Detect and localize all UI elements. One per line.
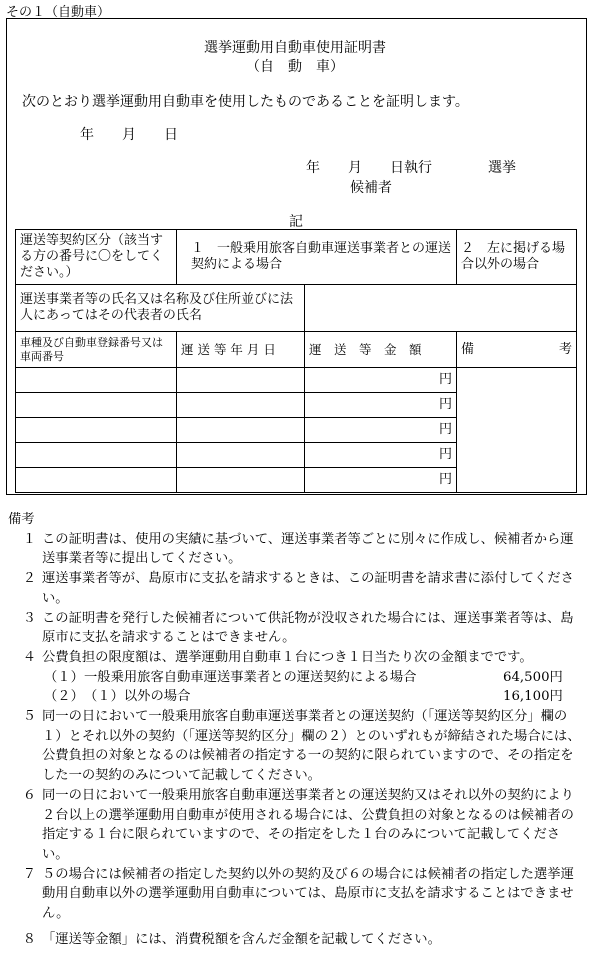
amount-cell[interactable] [305, 393, 457, 418]
vehicle-cell[interactable] [16, 443, 177, 468]
election-date-field[interactable]: 年 月 日執行 選挙 [306, 160, 516, 176]
col-amount-header: 運 送 等 金 額 [305, 332, 457, 368]
contract-option-1[interactable]: １ 一般乗用旅客自動車運送事業者との運送契約による場合 [177, 230, 457, 285]
limit-amount: 16,100円 [503, 689, 563, 705]
usage-table [15, 229, 577, 493]
note-text: 公費負担の限度額は、選挙運動用自動車１台につき１日当たり次の金額までです。 [42, 649, 533, 665]
note-item [8, 865, 583, 924]
vehicle-cell[interactable] [16, 418, 177, 443]
vehicle-cell[interactable] [16, 368, 177, 393]
remarks-cell[interactable] [457, 368, 577, 493]
note-item [8, 648, 583, 668]
date-cell[interactable] [177, 443, 305, 468]
notes-section [8, 510, 583, 949]
note-text: 同一の日において一般乗用旅客自動車運送事業者との運送契約又はそれ以外の契約により２台以上の選挙運動用自動車が使用される場合には、公費負担の対象となるのは候補者の指定する１台に限られていますので、その指定をした１台のみについて記載してください。 [42, 787, 574, 862]
note-number: ５ [22, 709, 36, 725]
note-text: 運送事業者等が、島原市に支払を請求するときは、この証明書を請求書に添付してください。 [42, 571, 574, 606]
operator-input[interactable] [305, 285, 577, 332]
remarks-char-1: 備 [461, 341, 475, 357]
ki-label: 記 [289, 214, 303, 230]
col-vehicle-header: 車種及び自動車登録番号又は車両番号 [16, 332, 177, 368]
limit-label: （２） [44, 689, 84, 705]
operator-label: 運送事業者等の氏名又は名称及び住所並びに法人にあってはその代表者の氏名 [16, 285, 305, 332]
date-cell[interactable] [177, 393, 305, 418]
limit-amount: 64,500円 [503, 669, 563, 685]
note-number: ３ [22, 610, 36, 626]
note-item [8, 609, 583, 648]
yen-unit: 円 [438, 397, 452, 412]
yen-unit: 円 [438, 422, 452, 437]
col-remarks-header [457, 332, 577, 368]
note-number: ４ [22, 649, 36, 665]
note-number: ２ [22, 571, 36, 587]
note-text: この証明書を発行した候補者について供託物が没収された場合には、運送事業者等は、島原市に支払を請求することはできません。 [42, 610, 574, 646]
amount-cell[interactable] [305, 443, 457, 468]
remarks-char-2: 考 [558, 341, 572, 357]
date-cell[interactable] [177, 468, 305, 493]
document-subtitle: （自 動 車） [246, 59, 344, 75]
certification-statement: 次のとおり選挙運動用自動車を使用したものであることを証明します。 [22, 94, 469, 110]
date-cell[interactable] [177, 418, 305, 443]
limit-item [8, 687, 583, 707]
candidate-label: 候補者 [350, 180, 392, 196]
document-title: 選挙運動用自動車使用証明書 [204, 40, 386, 56]
vehicle-cell[interactable] [16, 468, 177, 493]
limit-label: （１） [44, 669, 84, 685]
note-number: ６ [22, 787, 36, 803]
note-number: ８ [22, 931, 36, 947]
note-item [8, 930, 583, 950]
note-item [8, 569, 583, 608]
date-cell[interactable] [177, 368, 305, 393]
col-date-header: 運 送 等 年 月 日 [177, 332, 305, 368]
amount-cell[interactable] [305, 418, 457, 443]
vehicle-cell[interactable] [16, 393, 177, 418]
yen-unit: 円 [438, 472, 452, 487]
note-item [8, 707, 583, 786]
contract-option-2[interactable]: ２ 左に掲げる場合以外の場合 [457, 230, 577, 285]
amount-cell[interactable] [305, 468, 457, 493]
form-number-label: その１（自動車） [6, 5, 111, 20]
note-text: ５の場合には候補者の指定した契約以外の契約及び６の場合には候補者の指定した選挙運動用自動車以外の選挙運動用自動車については、島原市に支払を請求することはできません。 [42, 866, 574, 922]
issue-date-field[interactable]: 年 月 日 [80, 127, 178, 143]
yen-unit: 円 [438, 447, 452, 462]
amount-cell[interactable] [305, 368, 457, 393]
yen-unit: 円 [438, 372, 452, 387]
note-number: １ [22, 531, 36, 547]
note-item [8, 786, 583, 865]
note-number: ７ [22, 866, 36, 882]
limit-text: 一般乗用旅客自動車運送事業者との運送契約による場合 [84, 669, 417, 685]
contract-type-label: 運送等契約区分（該当する方の番号に〇をしてください。） [16, 230, 177, 285]
note-text: 「運送等金額」には、消費税額を含んだ金額を記載してください。 [42, 931, 441, 947]
notes-heading: 備考 [8, 512, 35, 527]
note-item [8, 530, 583, 569]
note-text: 同一の日において一般乗用旅客自動車運送事業者との運送契約（「運送等契約区分」欄の１）とそれ以外の契約（「運送等契約区分」欄の２）とのいずれもが締結された場合には、公費負担の対象となるのは候補者の指定する一の契約に限られていますので、その指定をした一の契約のみについて記載してください。 [42, 709, 581, 784]
note-text: この証明書は、使用の実績に基づいて、運送事業者等ごとに別々に作成し、候補者から運送事業者等に提出してください。 [42, 531, 574, 567]
limit-item [8, 668, 583, 688]
limit-text: （１）以外の場合 [84, 689, 191, 705]
